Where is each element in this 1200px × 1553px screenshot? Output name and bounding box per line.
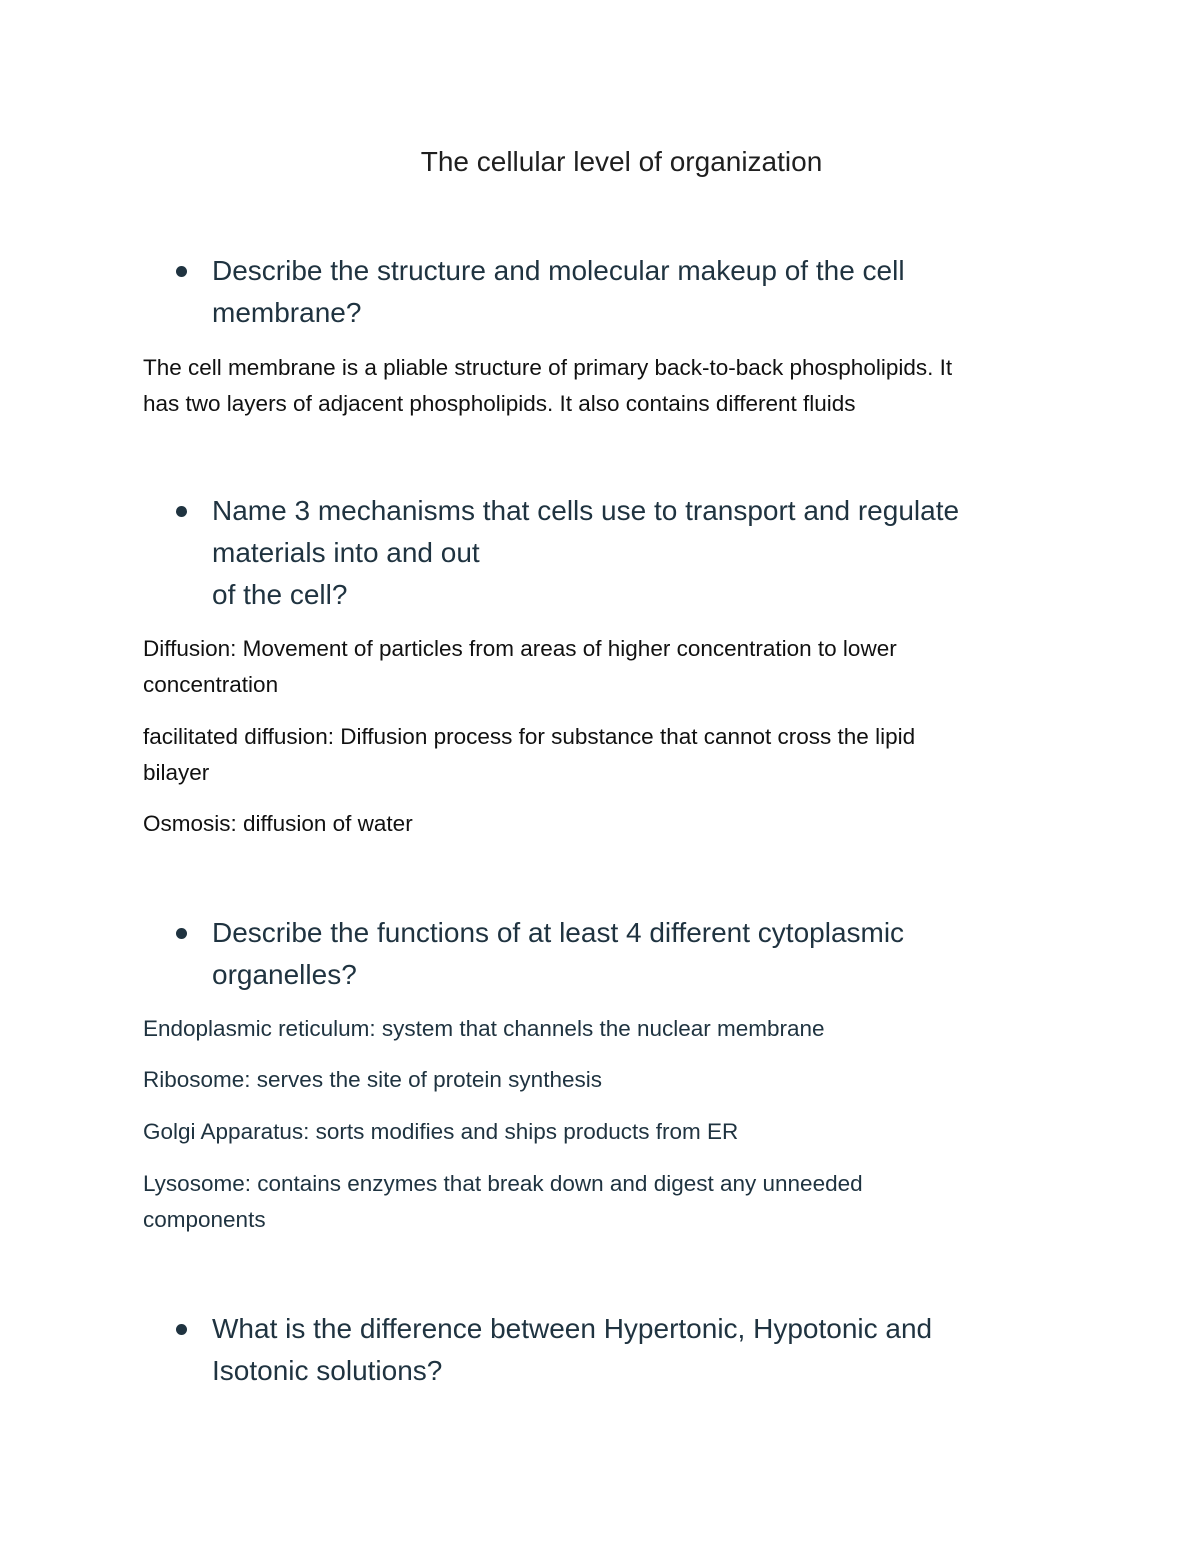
- answer-2-3: [143, 806, 1073, 842]
- question-1: [212, 250, 1032, 334]
- question-3: [212, 912, 1032, 996]
- question-line: Describe the functions of at least 4 different cytoplasmic: [212, 917, 905, 948]
- answer-3-1: [143, 1011, 1073, 1047]
- answer-line: The cell membrane is a pliable structure of primary back-to-back phospholipids. It: [143, 355, 953, 380]
- answer-line: has two layers of adjacent phospholipids. It also contains different fluids: [143, 391, 856, 416]
- question-4: [212, 1308, 1032, 1392]
- question-2: [212, 490, 1032, 616]
- question-line: of the cell?: [212, 579, 348, 610]
- answer-3-3: [143, 1114, 1073, 1150]
- answer-line: Ribosome: serves the site of protein synthesis: [143, 1067, 602, 1092]
- bullet-icon: [176, 1324, 187, 1335]
- answer-line: facilitated diffusion: Diffusion process for substance that cannot cross the lipid: [143, 724, 916, 749]
- answer-line: components: [143, 1207, 266, 1232]
- answer-line: bilayer: [143, 760, 210, 785]
- answer-2-1: [143, 631, 1073, 703]
- answer-line: Diffusion: Movement of particles from areas of higher concentration to lower: [143, 636, 897, 661]
- answer-3-2: [143, 1062, 1073, 1098]
- question-line: membrane?: [212, 297, 362, 328]
- question-line: organelles?: [212, 959, 357, 990]
- bullet-icon: [176, 928, 187, 939]
- answer-1-1: [143, 350, 1073, 422]
- question-line: Describe the structure and molecular makeup of the cell: [212, 255, 905, 286]
- document-title: The cellular level of organization: [420, 146, 823, 177]
- answer-2-2: [143, 719, 1073, 791]
- question-line: Name 3 mechanisms that cells use to transport and regulate: [212, 495, 960, 526]
- answer-line: Endoplasmic reticulum: system that channels the nuclear membrane: [143, 1016, 825, 1041]
- question-line: materials into and out: [212, 537, 480, 568]
- question-line: Isotonic solutions?: [212, 1355, 443, 1386]
- answer-3-4: [143, 1166, 1073, 1238]
- bullet-icon: [176, 506, 187, 517]
- question-line: What is the difference between Hypertonic, Hypotonic and: [212, 1313, 933, 1344]
- answer-line: Golgi Apparatus: sorts modifies and ships products from ER: [143, 1119, 739, 1144]
- bullet-icon: [176, 266, 187, 277]
- answer-line: concentration: [143, 672, 279, 697]
- answer-line: Lysosome: contains enzymes that break down and digest any unneeded: [143, 1171, 863, 1196]
- answer-line: Osmosis: diffusion of water: [143, 811, 413, 836]
